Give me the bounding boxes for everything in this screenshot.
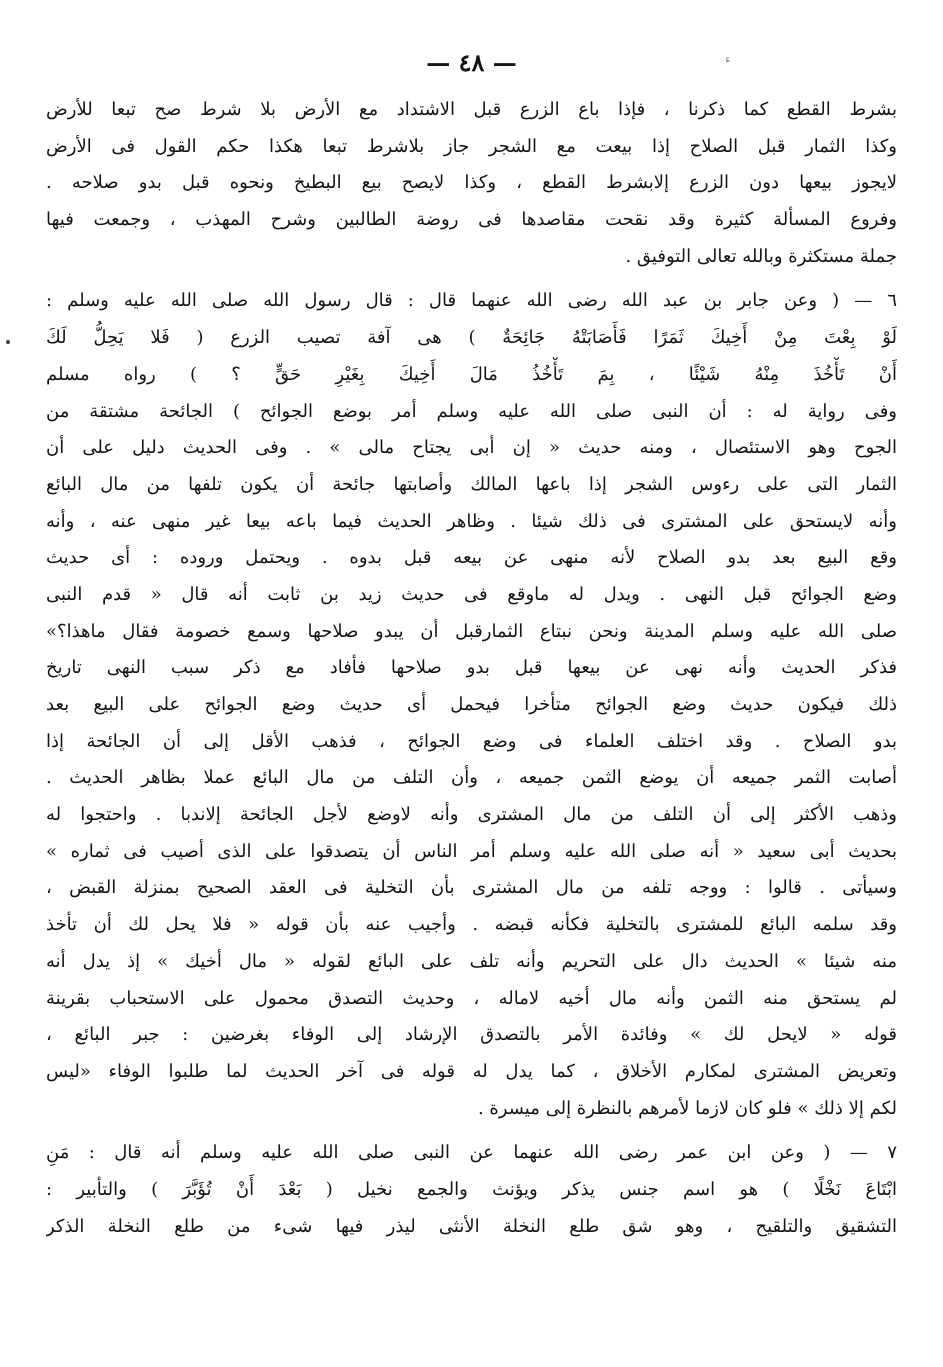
margin-dot [6,340,10,344]
text-line: وأنه لايستحق على المشترى فى ذلك شيئا . وظاهر الحديث فيما باعه بيعا غير منهى عنه ، وأنه [46,510,897,532]
text-line: أَنْ تَأْخُذَ مِنْهُ شَيْئًا ، بِمَ تَأْخُذُ مَالَ أَخِيكَ بِغَيْرِ حَقٍّ ؟ ) رواه مسلم [46,363,897,385]
text-line: بدو الصلاح . وقد اختلف العلماء فى وضع الجوائح ، فذهب الأقل إلى أن الجائحة إذا [46,730,897,752]
text-line: لم يستحق منه الثمن وأنه مال أخيه لاماله ، وحديث التصدق محمول على الاستحباب بقرينة [46,987,897,1009]
text-line: وفى رواية له : أن النبى صلى الله عليه وسلم أمر بوضع الجوائح ) الجائحة مشتقة من [46,400,897,422]
text-line: وتعريض المشترى لمكارم الأخلاق ، كما يدل له قوله فى آخر الحديث لما طلبوا الوفاء «ليس [46,1060,897,1082]
text-line: ابْتَاعَ نَخْلًا ) هو اسم جنس يذكر ويؤنث والجمع نخيل ( بَعْدَ أَنْ تُؤَبَّرَ ) والتأبير : [46,1178,897,1200]
text-line: وذهب الأكثر إلى أن التلف من مال المشترى وأنه لاوضع لأجل الجائحة إلاندبا . واحتجوا له [46,804,897,826]
text-line: وقد سلمه البائع للمشترى بالتخلية فكأنه قبضه . وأجيب عنه بأن قوله « فلا يحل لك أن تأخذ [46,914,897,936]
stray-mark: ء [725,52,731,66]
text-line: فذكر الحديث وأنه نهى عن بيعها قبل بدو صلاحها فأفاد مع ذكر سبب النهى تاريخ [46,657,897,679]
paragraph-gap [46,275,897,283]
text-line: لايجوز بيعها دون الزرع إلابشرط القطع ، وكذا لايصح بيع البطيخ ونحوه قبل بدو صلاحه . [46,172,897,194]
text-line: وقع البيع بعد بدو الصلاح لأنه منهى عن بيعه قبل بدوه . ويحتمل وروده : أى حديث [46,547,897,569]
text-line: التشقيق والتلقيح ، وهو شق طلع النخلة الأنثى ليذر فيها شىء من طلع النخلة الذكر [46,1215,897,1237]
text-line: لكم إلا ذلك » فلو كان لازما لأمرهم بالنظرة إلى ميسرة . [477,1097,897,1119]
page-number: — ٤٨ — [426,48,517,77]
text-line: صلى الله عليه وسلم المدينة ونحن نبتاع الثمارقبل أن يبدو صلاحها وسمع خصومة فقال ماهذا؟» [46,620,897,642]
text-line: وضع الجوائح قبل النهى . ويدل له ماوقع فى حديث زيد بن ثابت أنه قال « قدم النبى [46,583,897,605]
text-line: الجوح وهو الاستئصال ، ومنه حديث « إن أبى يجتاح مالى » . وفى الحديث دليل على أن [46,437,897,459]
text-line: وكذا الثمار قبل الصلاح إذا بيعت مع الشجر جاز بلاشرط تبعا هكذا حكم القول فى الأرض [46,135,897,157]
text-line: منه شيئا » الحديث دال على التحريم وأنه تلف على البائع لقوله « مال أخيك » إذ يدل أنه [46,950,897,972]
text-line: ذلك فيكون حديث وضع الجوائح متأخرا فيحمل أى حديث وضع الجوائح على البيع بعد [46,694,897,715]
text-line: لَوْ بِعْتَ مِنْ أَخِيكَ ثَمَرًا فَأَصَابَتْهُ جَائِحَةٌ ) هى آفة تصيب الزرع ( فَلا يَحِلُّ لَكَ [46,327,897,349]
text-line: بشرط القطع كما ذكرنا ، فإذا باع الزرع قبل الاشتداد مع الأرض بلا شرط صح تبعا للأرض [46,99,897,120]
text-line: وسيأتى . قالوا : ووجه تلفه من مال المشترى بأن التخلية فى العقد الصحيح بمنزلة القبض ، [46,877,897,899]
text-line: أصابت الثمر جميعه أن يوضع الثمن جميعه ، وأن التلف من مال البائع عملا بظاهر الحديث . [46,767,897,789]
paragraph-gap [46,1127,897,1135]
text-line: ٧ — ( وعن ابن عمر رضى الله عنهما عن النبى صلى الله عليه وسلم أنه قال : مَنِ [46,1142,897,1164]
body-text [46,92,897,1245]
text-line: وفروع المسألة كثيرة وقد نقحت مقاصدها فى روضة الطالبين وشرح المهذب ، وجمعت فيها [46,209,897,231]
text-line: بحديث أبى سعيد « أنه صلى الله عليه وسلم أمر الناس أن يتصدقوا على الذى أصيب فى ثماره » [46,840,897,862]
text-line: قوله « لايحل لك » وفائدة الأمر بالتصدق الإرشاد إلى الوفاء بغرضين : جبر البائع ، [46,1024,897,1046]
text-line: الثمار التى على رءوس الشجر إذا باعها المالك وأصابتها جائحة أن يكون تلفها من مال البائع [46,473,897,495]
text-line: جملة مستكثرة وبالله تعالى التوفيق . [625,245,897,267]
text-line: ٦ — ( وعن جابر بن عبد الله رضى الله عنهما قال : قال رسول الله صلى الله عليه وسلم : [46,290,897,312]
